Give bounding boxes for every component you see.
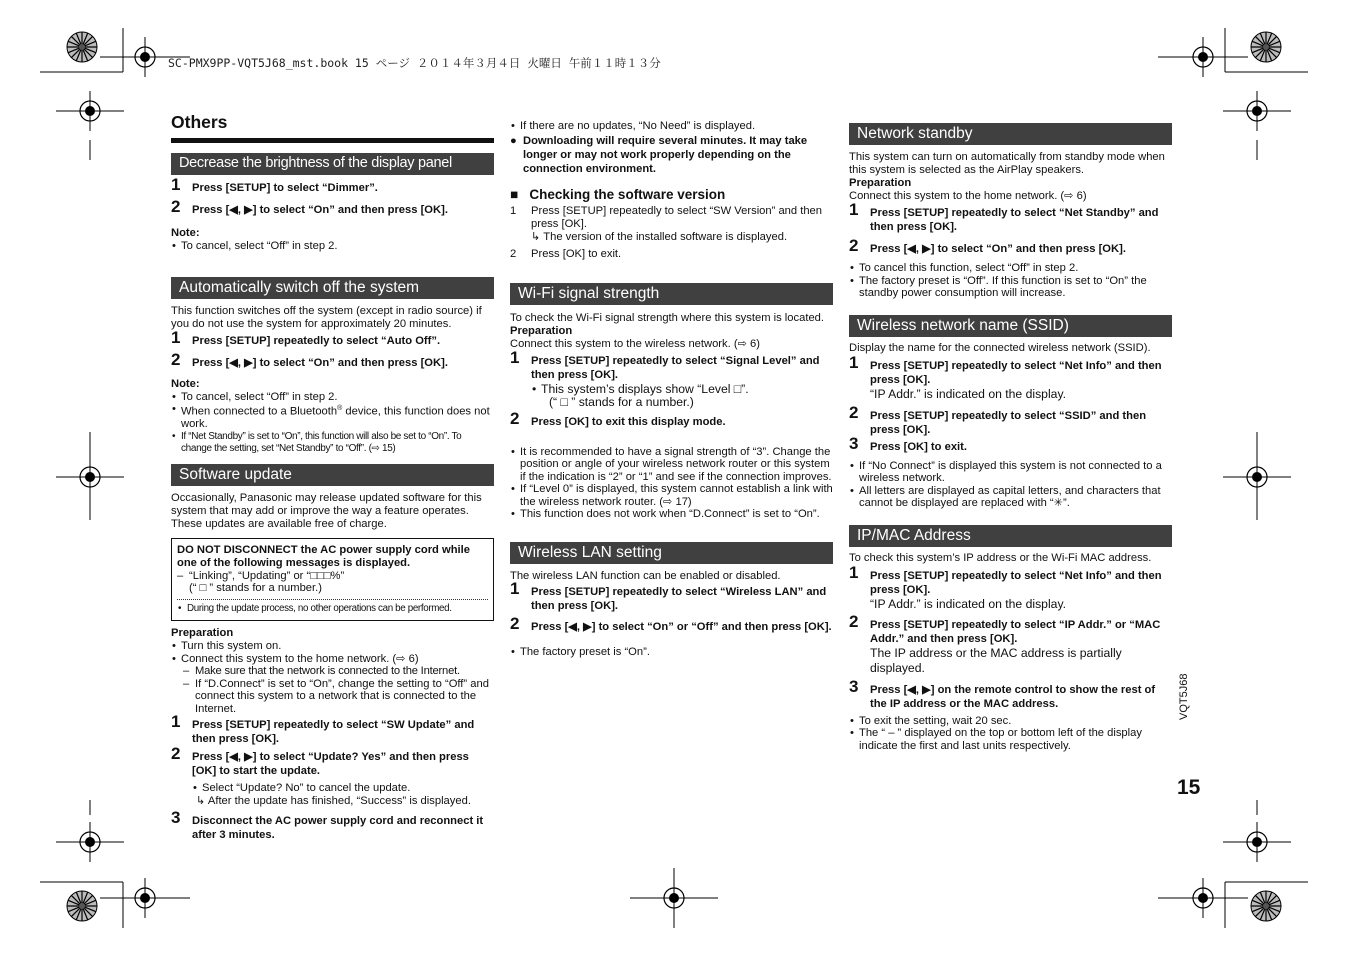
wlan-heading: Wireless LAN setting xyxy=(510,542,833,564)
wlan-notes: • The factory preset is “On”. xyxy=(510,646,833,659)
ipmac-heading: IP/MAC Address xyxy=(849,525,1172,547)
column-middle xyxy=(510,120,833,658)
wifi-heading: Wi-Fi signal strength xyxy=(510,283,833,305)
preparation-label: Preparation xyxy=(171,627,234,640)
standby-preparation: Connect this system to the home network. (⇨ 6) xyxy=(849,190,1087,202)
wlan-intro: The wireless LAN function can be enabled or disabled. xyxy=(510,569,781,582)
dimmer-notes: • To cancel, select “Off” in step 2. xyxy=(171,240,494,253)
dimmer-step-2: 2 Press [◀, ▶] to select “On” and then press [OK]. xyxy=(171,197,448,216)
autooff-step-2: 2 Press [◀, ▶] to select “On” and then press [OK]. xyxy=(171,349,448,369)
book-header-line: SC-PMX9PP-VQT5J68_mst.book 15 ページ ２０１４年３月４日 火曜日 午前１１時１３分 xyxy=(168,56,661,70)
dimmer-step-1: 1 Press [SETUP] to select “Dimmer”. xyxy=(171,175,378,194)
wifi-notes: • It is recommended to have a signal strength of “3”. Change the position or angle of your wireless network router or this system if the indication is “2” or “1” and see if the connection improves. • If “Level 0” is displayed, this system cannot establish a link with the wireless network router. (⇨ 17) • This function does not work when “D.Connect” is set to “On”. xyxy=(510,446,833,521)
autooff-notes: • To cancel, select “Off” in step 2. • When connected to a Bluetooth® device, this function does not work. • If “Net Standby” is set to “On”, this function will also be set to “On”. To change the setting, set “Net Standby” to “Off”. (⇨ 15) xyxy=(171,391,494,456)
result-arrow-icon: ↳ xyxy=(196,794,208,807)
star-target-icon xyxy=(1251,32,1281,62)
page-number: 15 xyxy=(1177,776,1201,799)
ssid-step-2: 2 Press [SETUP] repeatedly to select “SSID” and then press [OK]. xyxy=(849,402,1147,436)
update-step-2-details: • Select “Update? No” to cancel the update. ↳ After the update has finished, “Success” is displayed. xyxy=(171,782,494,808)
update-step-1: 1 Press [SETUP] repeatedly to select “SW Update” and then press [OK]. xyxy=(171,712,475,746)
ssid-step-1: 1 Press [SETUP] repeatedly to select “Net Info” and then press [OK]. “IP Addr.” is indicated on the display. xyxy=(849,352,1162,401)
star-target-icon xyxy=(1251,891,1281,921)
wifi-preparation: Connect this system to the wireless network. (⇨ 6) xyxy=(510,337,760,350)
update-warning-box xyxy=(171,538,494,622)
check-version-heading: ■ Checking the software version xyxy=(510,186,726,202)
warning-bullet: • During the update process, no other operations can be performed. xyxy=(177,603,488,616)
standby-intro: This system can turn on automatically from standby mode when this system is selected as the AirPlay speakers. xyxy=(849,151,1165,176)
standby-heading: Network standby xyxy=(849,123,1172,145)
ssid-notes: • If “No Connect” is displayed this system is not connected to a wireless network. • All letters are displayed as capital letters, and characters that cannot be displayed are replaced with “✳”. xyxy=(849,460,1172,510)
warning-messages: – “Linking”, “Updating” or “□□□%” (“ □ ” stands for a number.) xyxy=(177,570,488,595)
wlan-step-2: 2 Press [◀, ▶] to select “On” or “Off” and then press [OK]. xyxy=(510,613,832,633)
preparation-label: Preparation xyxy=(849,177,912,189)
preparation-label: Preparation xyxy=(510,324,573,337)
note-label: Note: xyxy=(171,227,200,239)
ipmac-step-3: 3 Press [◀, ▶] on the remote control to show the rest of the IP address or the MAC address. xyxy=(849,676,1156,710)
no-update-note: • If there are no updates, “No Need” is displayed. xyxy=(510,120,833,133)
update-preparation: • Turn this system on. • Connect this system to the home network. (⇨ 6) xyxy=(171,640,494,665)
update-step-2: 2 Press [◀, ▶] to select “Update? Yes” and then press [OK] to start the update. xyxy=(171,744,469,778)
ipmac-notes: • To exit the setting, wait 20 sec. • The “ – ” displayed on the top or bottom left of the display indicate the first and last units respectively. xyxy=(849,715,1172,753)
autooff-intro: This function switches off the system (except in radio source) if you do not use the system for approximately 20 minutes. xyxy=(171,304,482,330)
column-right xyxy=(849,123,1172,752)
update-preparation-details: – Make sure that the network is connected to the Internet. – If “D.Connect” is set to “On”, change the setting to “Off” and connect this system to a network that is connected to the Internet. xyxy=(171,665,494,715)
update-intro: Occasionally, Panasonic may release updated software for this system that may add or improve the way a feature operates. These updates are available free of charge. xyxy=(171,491,482,530)
document-code: VQT5J68 xyxy=(1178,673,1190,720)
ssid-intro: Display the name for the connected wireless network (SSID). xyxy=(849,341,1151,354)
column-left xyxy=(171,112,494,842)
autooff-step-1: 1 Press [SETUP] repeatedly to select “Auto Off”. xyxy=(171,327,441,347)
autooff-heading: Automatically switch off the system xyxy=(171,277,494,299)
warning-text: DO NOT DISCONNECT the AC power supply cord while one of the following messages is displayed. xyxy=(177,543,470,569)
update-heading: Software update xyxy=(171,464,494,486)
ssid-step-3: 3 Press [OK] to exit. xyxy=(849,433,967,453)
wifi-step-1-details: • This system’s displays show “Level □”. (“ □ ” stands for a number.) xyxy=(510,383,833,409)
update-step-3: 3 Disconnect the AC power supply cord and reconnect it after 3 minutes. xyxy=(171,807,484,841)
wifi-step-1: 1 Press [SETUP] repeatedly to select “Signal Level” and then press [OK]. xyxy=(510,347,820,381)
result-arrow-icon: ↳ xyxy=(531,230,544,243)
section-rule xyxy=(171,138,494,143)
standby-step-2: 2 Press [◀, ▶] to select “On” and then press [OK]. xyxy=(849,236,1126,255)
check-version-steps: 1 Press [SETUP] repeatedly to select “SW Version” and then press [OK]. ↳ The version of the installed software is displayed. 2 Press [OK] to exit. xyxy=(510,204,823,260)
standby-notes: • To cancel this function, select “Off” in step 2. • The factory preset is “Off”. If this function is set to “On” the standby power consumption will increase. xyxy=(849,262,1172,300)
bullet-dot-icon: ● xyxy=(510,134,517,147)
ipmac-intro: To check this system’s IP address or the Wi-Fi MAC address. xyxy=(849,551,1152,564)
wlan-step-1: 1 Press [SETUP] repeatedly to select “Wireless LAN” and then press [OK]. xyxy=(510,578,827,612)
ipmac-step-2: 2 Press [SETUP] repeatedly to select “IP Addr.” or “MAC Addr.” and then press [OK]. The IP address or the MAC address is partially displayed. xyxy=(849,611,1161,675)
star-target-icon xyxy=(67,891,97,921)
dimmer-heading: Decrease the brightness of the display panel xyxy=(171,153,494,175)
registered-mark: ® xyxy=(337,405,343,412)
standby-step-1: 1 Press [SETUP] repeatedly to select “Net Standby” and then press [OK]. xyxy=(849,200,1159,233)
wifi-intro: To check the Wi-Fi signal strength where this system is located. xyxy=(510,311,824,324)
ssid-heading: Wireless network name (SSID) xyxy=(849,315,1172,337)
download-warning: ● Downloading will require several minutes. It may take longer or may not work properly depending on the connection environment. xyxy=(510,134,808,175)
star-target-icon xyxy=(67,32,97,62)
note-label: Note: xyxy=(171,377,200,390)
square-bullet-icon: ■ xyxy=(510,186,519,202)
wifi-step-2: 2 Press [OK] to exit this display mode. xyxy=(510,408,726,428)
others-title: Others xyxy=(171,112,228,132)
ipmac-step-1: 1 Press [SETUP] repeatedly to select “Net Info” and then press [OK]. “IP Addr.” is indicated on the display. xyxy=(849,562,1162,611)
